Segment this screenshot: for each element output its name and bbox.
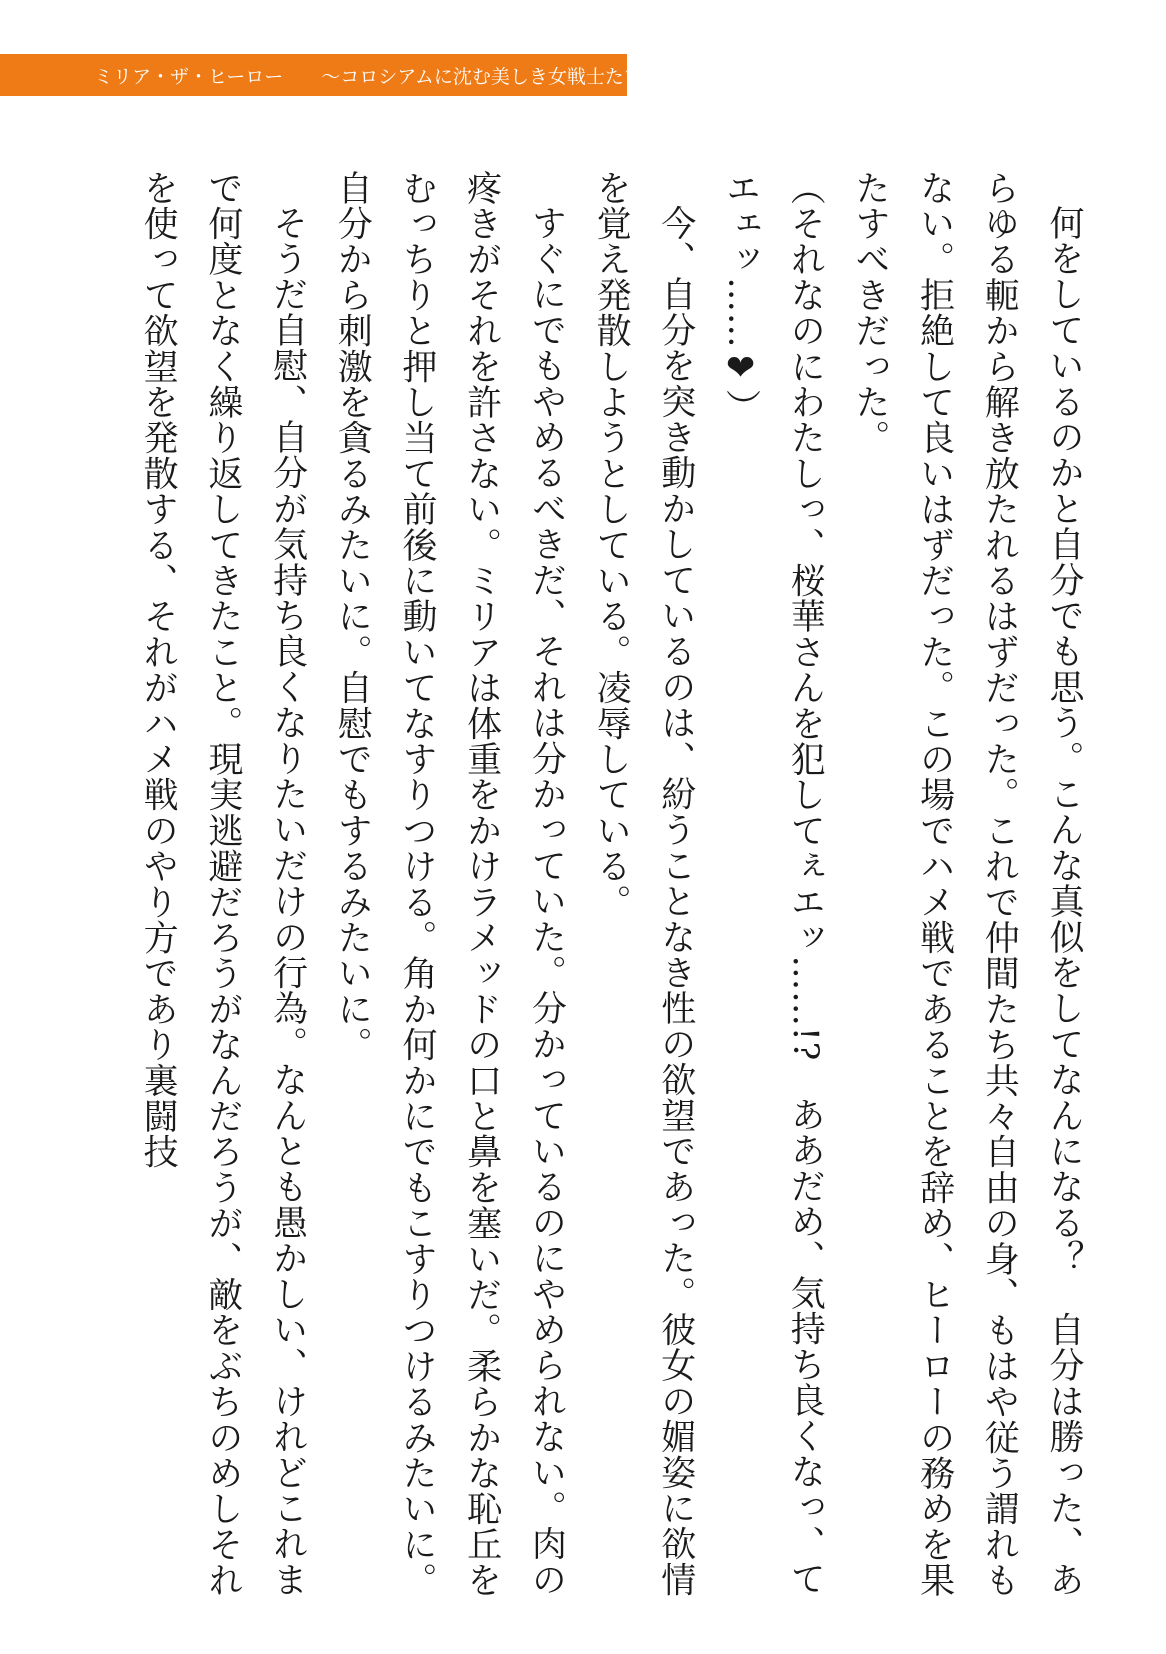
paragraph-1: 何をしているのかと自分でも思う。こんな真似をしてなんになる？ 自分は勝った、あらゆる軛から解き放たれるはずだった。これで仲間たち共々自由の身、もはや従う謂れもない。拒絶して良いはずだった。この場でハメ戦であることを辞め、ヒーローの務めを果たすべきだった。 [849,170,1084,1598]
running-header [0,54,662,96]
paragraph-2: （それなのにわたしっ、桜華さんを犯してぇエッ……!? ああだめ、気持ち良くなっ、てエェッ……❤） [720,170,826,1597]
header-book-title: ミリア・ザ・ヒーロー [94,65,284,88]
vertical-body-text [86,170,1096,1610]
paragraph-4: すぐにでもやめるべきだ、それは分かっていた。分かっているのにやめられない。肉の疼きがそれを許さない。ミリアは体重をかけラメッドの口と鼻を塞いだ。柔らかな恥丘をむっちりと押し当て前後に動いてなすりつける。角か何かにでもこすりつけるみたいに。自分から刺激を貪るみたいに。自慰でもするみたいに。 [332,170,567,1598]
paragraph-5: そうだ自慰、自分が気持ち良くなりたいだけの行為。なんとも愚かしい、けれどこれまで何度となく繰り返してきたこと。現実逃避だろうがなんだろうが、敵をぶちのめしそれを使って欲望を発散する、それがハメ戦のやり方であり裏闘技 [138,170,308,1598]
header-book-subtitle: 〜コロシアムに沈む美しき女戦士たち〜 [321,65,662,88]
paragraph-3: 今、自分を突き動かしているのは、紛うことなき性の欲望であった。彼女の媚姿に欲情を覚え発散しようとしている。凌辱している。 [591,170,696,1598]
